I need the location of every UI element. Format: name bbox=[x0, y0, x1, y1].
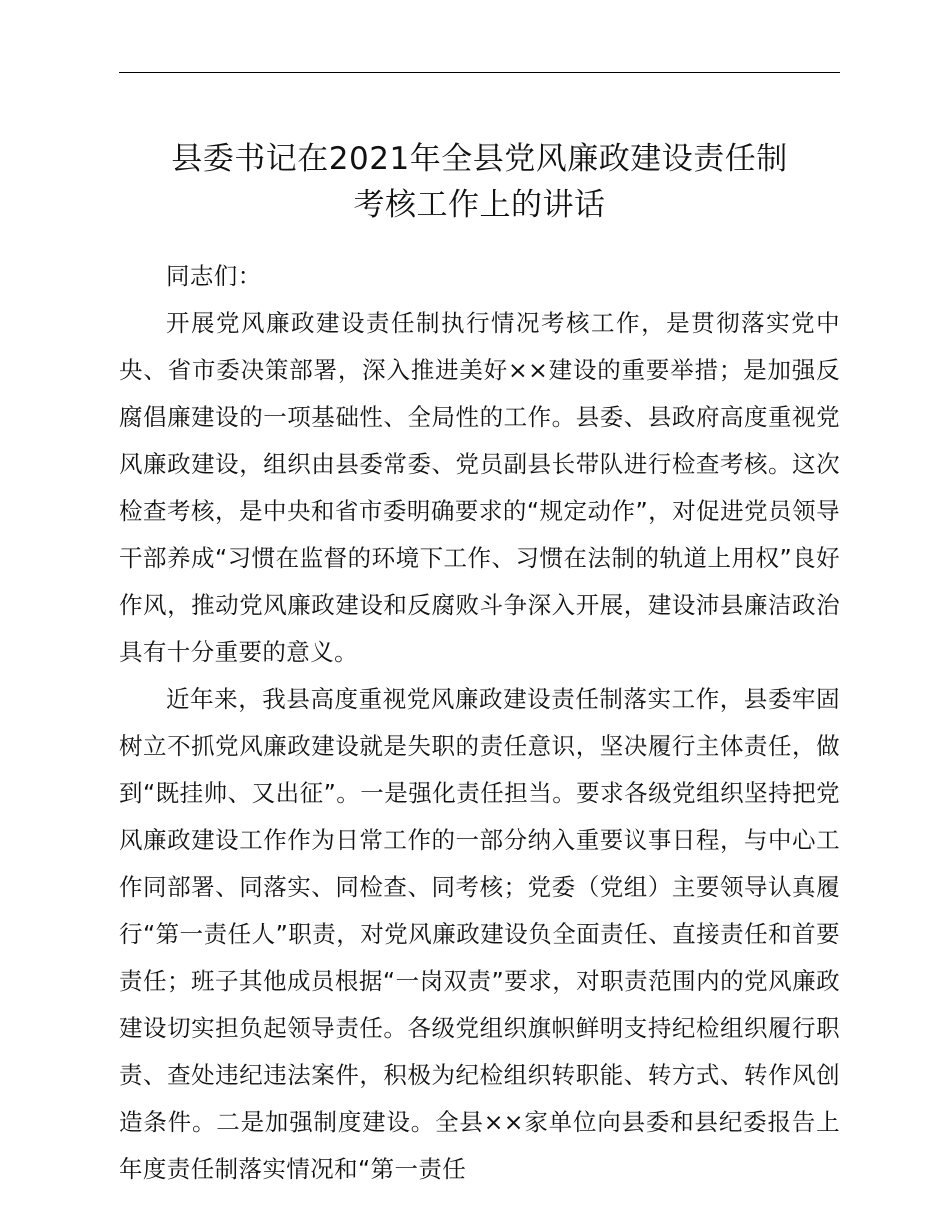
salutation: 同志们： bbox=[166, 262, 262, 290]
document-body bbox=[119, 253, 840, 1193]
paragraph-2: 近年来，我县高度重视党风廉政建设责任制落实工作，县委牢固树立不抓党风廉政建设就是失职的责任意识，坚决履行主体责任，做到“既挂帅、又出征”。一是强化责任担当。要求各级党组织坚持把党风廉政建设工作作为日常工作的一部分纳入重要议事日程，与中心工作同部署、同落实、同检查、同考核；党委（党组）主要领导认真履行“第一责任人”职责，对党风廉政建设负全面责任、直接责任和首要责任；班子其他成员根据“一岗双责”要求，对职责范围内的党风廉政建设切实担负起领导责任。各级党组织旗帜鲜明支持纪检组织履行职责、查处违纪违法案件，积极为纪检组织转职能、转方式、转作风创造条件。二是加强制度建设。全县××家单位向县委和县纪委报告上年度责任制落实情况和“第一责任 bbox=[119, 685, 840, 1183]
header-rule bbox=[119, 72, 840, 73]
title-line-2: 考核工作上的讲话 bbox=[353, 187, 606, 223]
paragraph-1: 开展党风廉政建设责任制执行情况考核工作，是贯彻落实党中央、省市委决策部署，深入推进美好××建设的重要举措；是加强反腐倡廉建设的一项基础性、全局性的工作。县委、县政府高度重视党风廉政建设，组织由县委常委、党员副县长带队进行检查考核。这次检查考核，是中央和省市委明确要求的“规定动作”，对促进党员领导干部养成“习惯在监督的环境下工作、习惯在法制的轨道上用权”良好作风，推动党风廉政建设和反腐败斗争深入开展，建设沛县廉洁政治具有十分重要的意义。 bbox=[119, 309, 840, 666]
title-line-1: 县委书记在2021年全县党风廉政建设责任制 bbox=[171, 141, 788, 177]
document-title bbox=[119, 136, 840, 228]
